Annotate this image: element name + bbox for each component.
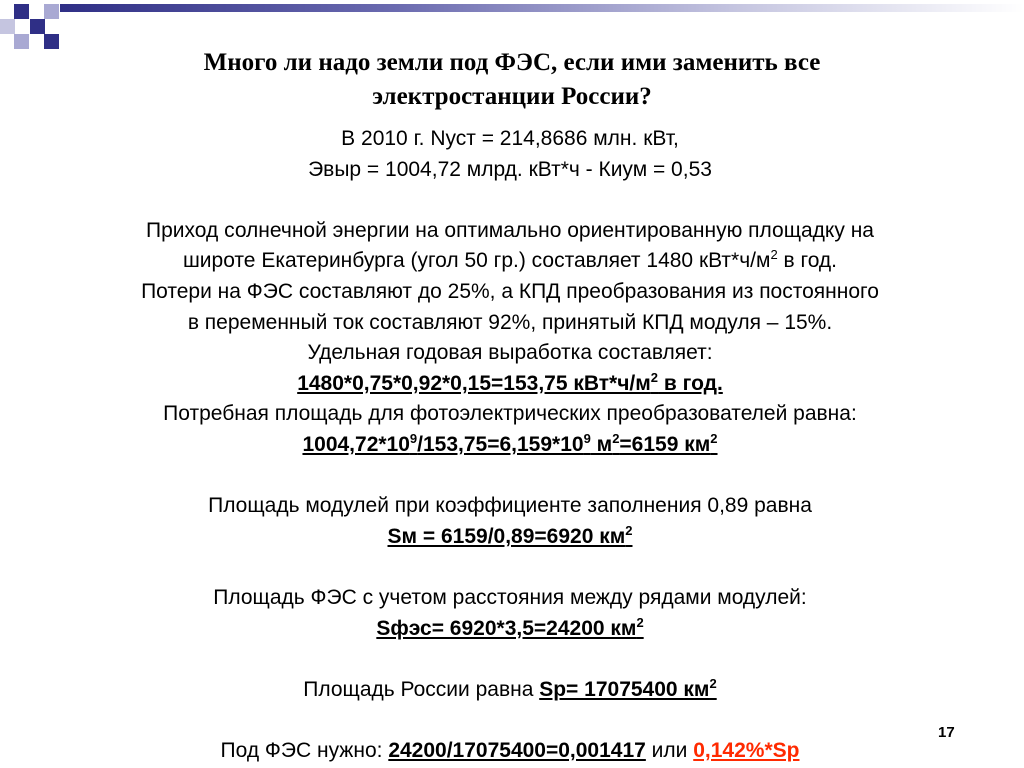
text-line-russia-area	[40, 675, 980, 706]
text-line-energy-output: Эвыр = 1004,72 млрд. кВт*ч - Киум = 0,53	[308, 157, 712, 181]
text-line-module-area: Площадь модулей при коэффициенте заполнения 0,89 равна	[208, 494, 812, 518]
formula-plant-area	[40, 614, 980, 645]
decor-square-3	[0, 19, 15, 34]
formula2-d: =6159 км	[619, 432, 711, 456]
blank-line	[40, 644, 980, 675]
text-line-installed-power: В 2010 г. Nуст = 214,8686 млн. кВт,	[341, 127, 679, 150]
formula-plant-area-underlined	[376, 614, 644, 640]
blank-line	[40, 705, 980, 736]
russia-area-sup: 2	[709, 675, 717, 691]
text-line-solar-income: Приход солнечной энергии на оптимально ориентированную площадку на	[146, 218, 874, 242]
formula4-sup: 2	[636, 614, 644, 630]
decor-square-4	[30, 19, 45, 34]
conclusion-or: или	[645, 738, 694, 762]
formula1-tail: в год.	[658, 371, 723, 395]
decor-gradient-bar	[60, 4, 1024, 12]
formula1-sup: 2	[650, 369, 659, 385]
formula2-a: 1004,72*10	[302, 432, 410, 456]
text-line-conclusion	[40, 736, 980, 767]
title-line-1: Много ли надо земли под ФЭС, если ими заменить все	[203, 49, 821, 76]
latitude-tail: в год.	[777, 249, 838, 273]
blank-line	[40, 461, 980, 492]
formula2-sup3: 2	[612, 430, 620, 446]
formula3-sup: 2	[625, 522, 633, 538]
formula-required-area	[40, 430, 980, 461]
conclusion-percent: 0,142%*Sр	[693, 738, 800, 762]
russia-area-value-text: Sр= 17075400 км	[539, 677, 710, 701]
slide-content	[40, 124, 980, 766]
latitude-text: широте Екатеринбурга (угол 50 гр.) составляет 1480 кВт*ч/м	[182, 249, 771, 273]
formula3-text: Sм = 6159/0,89=6920 км	[387, 524, 626, 548]
text-line-plant-area: Площадь ФЭС с учетом расстояния между рядами модулей:	[213, 585, 807, 609]
page-number: 17	[938, 724, 955, 741]
text-line-latitude	[40, 246, 980, 277]
decor-square-1	[14, 4, 29, 19]
russia-area-value	[539, 675, 717, 701]
decor-square-2	[44, 4, 59, 19]
formula2-sup1: 9	[409, 430, 418, 446]
formula-required-area-underlined	[302, 430, 718, 456]
formula4-text: Sфэс= 6920*3,5=24200 км	[376, 616, 637, 640]
blank-line	[40, 552, 980, 583]
latitude-sup: 2	[770, 247, 778, 263]
slide-title	[0, 46, 1024, 114]
conclusion-ratio: 24200/17075400=0,001417	[388, 738, 646, 762]
conclusion-label: Под ФЭС нужно:	[220, 738, 389, 762]
text-line-required-area: Потребная площадь для фотоэлектрических преобразователей равна:	[163, 402, 857, 426]
formula2-sup2: 9	[583, 430, 591, 446]
title-line-2: электростанции России?	[372, 83, 652, 110]
russia-area-label: Площадь России равна	[303, 677, 540, 701]
formula-module-area-underlined	[387, 522, 633, 548]
formula2-b: /153,75=6,159*10	[417, 432, 584, 456]
formula2-sup4: 2	[710, 430, 718, 446]
text-line-losses: Потери на ФЭС составляют до 25%, а КПД преобразования из постоянного	[141, 279, 879, 303]
formula-specific-output	[40, 369, 980, 400]
text-line-efficiency: в переменный ток составляют 92%, принятый КПД модуля – 15%.	[187, 310, 833, 334]
formula-module-area	[40, 522, 980, 553]
formula1-text: 1480*0,75*0,92*0,15=153,75 кВт*ч/м	[297, 371, 651, 395]
blank-line	[40, 185, 980, 216]
formula-specific-output-underlined	[297, 369, 723, 395]
text-line-specific-output: Удельная годовая выработка составляет:	[307, 341, 713, 365]
formula2-c: м	[590, 432, 613, 456]
